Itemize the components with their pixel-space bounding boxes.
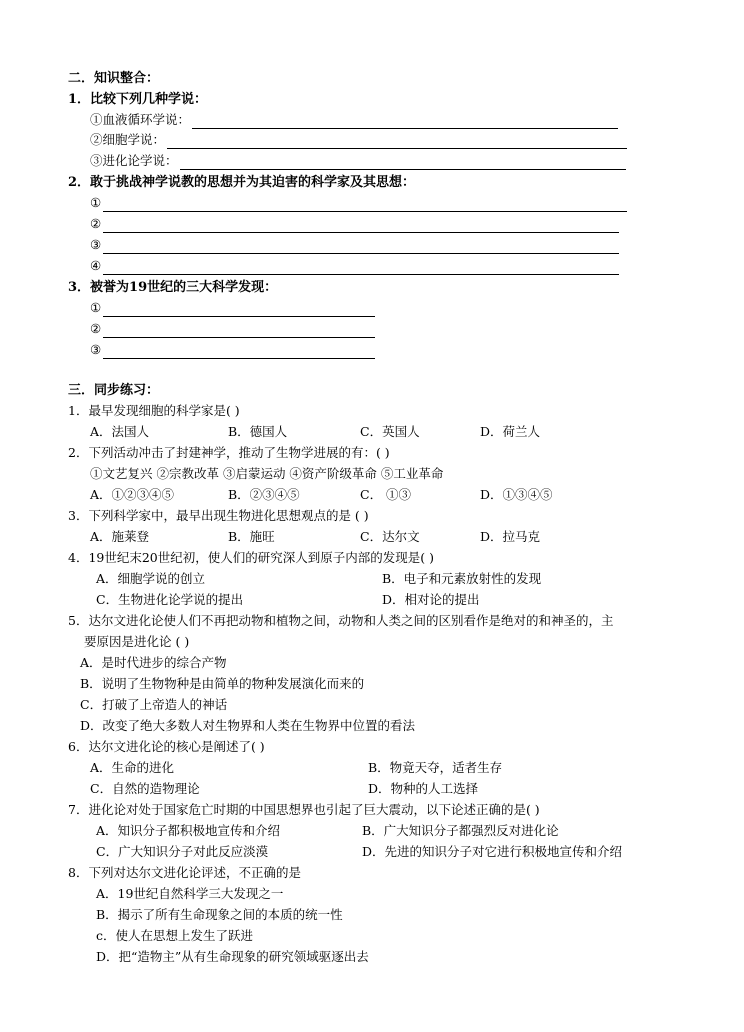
option-b: B．揭示了所有生命现象之间的本质的统一性 (96, 907, 343, 922)
option-b: B．说明了生物物种是由简单的物种发展演化而来的 (80, 676, 365, 691)
option-a: A．19世纪自然科学三大发现之一 (96, 886, 284, 901)
fill-label: ④ (90, 258, 102, 273)
option-c: C．生物进化论学说的提出 (96, 592, 244, 607)
fill-row (90, 236, 619, 254)
answer-line (103, 260, 619, 275)
fill-row (90, 320, 375, 338)
option-a: A．知识分子都积极地宣传和介绍 (96, 823, 281, 838)
fill-row (90, 194, 627, 212)
fill-row (90, 257, 619, 275)
question-stem: 8．下列对达尔文进化论评述，不正确的是 (68, 865, 301, 880)
answer-line (103, 239, 619, 254)
fill-row (90, 215, 619, 233)
section-heading-knowledge: 二．知识整合： (68, 71, 160, 86)
fill-label: ② (90, 321, 102, 336)
question-1-title: 1．比较下列几种学说： (68, 92, 208, 107)
fill-label: ② (90, 216, 102, 231)
answer-line (103, 302, 375, 317)
option-d: D．先进的知识分子对它进行积极地宣传和介绍 (362, 844, 623, 859)
answer-line (103, 197, 627, 212)
option-a: A．法国人 (90, 424, 150, 439)
option-d: D．荷兰人 (480, 424, 541, 439)
option-d: D．改变了绝大多数人对生物界和人类在生物界中位置的看法 (80, 718, 416, 733)
option-c: C．英国人 (360, 424, 420, 439)
fill-label: ③进化论学说： (90, 153, 178, 168)
question-sub-list: ①文艺复兴 ②宗教改革 ③启蒙运动 ④资产阶级革命 ⑤工业革命 (90, 466, 444, 481)
answer-line (192, 114, 618, 129)
fill-label: ① (90, 195, 102, 210)
option-b: B．电子和元素放射性的发现 (382, 571, 542, 586)
question-3-title: 3．被誉为19世纪的三大科学发现： (68, 280, 278, 295)
fill-label: ① (90, 300, 102, 315)
question-stem: 3．下列科学家中，最早出现生物进化思想观点的是 ( ) (68, 508, 369, 523)
fill-label: ②细胞学说： (90, 132, 166, 147)
option-c: C．广大知识分子对此反应淡漠 (96, 844, 269, 859)
fill-row (90, 341, 375, 359)
question-stem: 4．19世纪末20世纪初，使人们的研究深人到原子内部的发现是( ) (68, 550, 434, 565)
option-a: A．生命的进化 (90, 760, 175, 775)
question-stem: 1．最早发现细胞的科学家是( ) (68, 403, 240, 418)
section-heading-practice: 三．同步练习： (68, 383, 160, 398)
option-c: C．打破了上帝造人的神话 (80, 697, 228, 712)
option-d: D．物种的人工选择 (368, 781, 479, 796)
option-b: B．德国人 (228, 424, 288, 439)
answer-line (103, 344, 375, 359)
question-stem: 7．进化论对处于国家危亡时期的中国思想界也引起了巨大震动，以下论述正确的是( ) (68, 802, 540, 817)
option-a: A．①②③④⑤ (90, 487, 175, 502)
fill-label: ③ (90, 237, 102, 252)
option-d: D．①③④⑤ (480, 487, 553, 502)
fill-label: ①血液循环学说： (90, 112, 191, 127)
question-stem: 6．达尔文进化论的核心是阐述了( ) (68, 739, 265, 754)
fill-row (90, 152, 626, 170)
option-c: C．达尔文 (360, 529, 420, 544)
option-a: A．细胞学说的创立 (96, 571, 206, 586)
option-a: A．是时代进步的综合产物 (80, 655, 227, 670)
question-stem-continued: 要原因是进化论 ( ) (84, 634, 190, 649)
question-2-title: 2．敢于挑战神学说教的思想并为其迫害的科学家及其思想： (68, 175, 416, 190)
fill-label: ③ (90, 342, 102, 357)
option-a: A．施莱登 (90, 529, 150, 544)
option-b: B．物竟天夺，适者生存 (368, 760, 503, 775)
option-c: C． ①③ (360, 487, 412, 502)
question-stem: 5．达尔文进化论使人们不再把动物和植物之间，动物和人类之间的区别看作是绝对的和神圣的，主 (68, 613, 614, 628)
option-c: c．使人在思想上发生了跃进 (96, 928, 254, 943)
option-d: D．拉马克 (480, 529, 541, 544)
option-c: C．自然的造物理论 (90, 781, 200, 796)
answer-line (103, 218, 619, 233)
option-d: D．把“造物主”从有生命现象的研究领域驱逐出去 (96, 949, 369, 964)
option-b: B．②③④⑤ (228, 487, 300, 502)
option-b: B．施旺 (228, 529, 275, 544)
option-d: D．相对论的提出 (382, 592, 480, 607)
answer-line (167, 134, 627, 149)
option-b: B．广大知识分子都强烈反对进化论 (362, 823, 559, 838)
fill-row (90, 299, 375, 317)
answer-line (180, 155, 626, 170)
answer-line (103, 323, 375, 338)
fill-row (90, 111, 618, 129)
fill-row (90, 131, 627, 149)
question-stem: 2．下列活动冲击了封建神学，推动了生物学进展的有：( ) (68, 445, 390, 460)
